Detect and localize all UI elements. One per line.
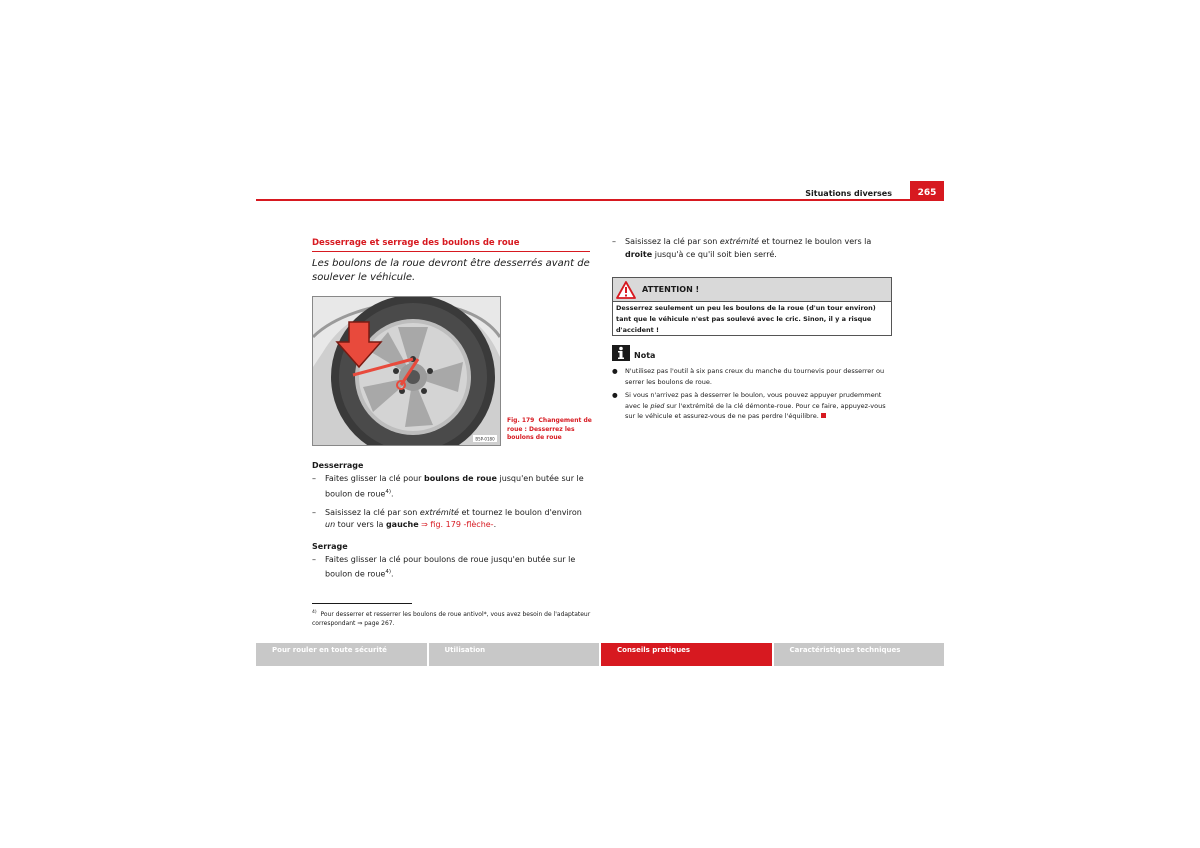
section-intro: Les boulons de la roue devront être desserrés avant de soulever le véhicule. <box>312 258 590 283</box>
serrage-step-2: – Saisissez la clé par son extrémité et tournez le boulon vers la droite jusqu'à ce qu'il soit bien serré. <box>612 237 872 259</box>
tab-conseils-pratiques[interactable]: Conseils pratiques <box>601 643 772 666</box>
tab-utilisation[interactable]: Utilisation <box>429 643 600 666</box>
warning-title: ATTENTION ! <box>642 285 700 294</box>
wheel-illustration <box>313 297 500 445</box>
note-title: Nota <box>634 351 656 360</box>
header-rule <box>256 199 944 201</box>
desserrage-step-1: – Faites glisser la clé pour boulons de roue jusqu'en butée sur le boulon de roue$^{4)}$. <box>312 474 584 499</box>
warning-header <box>613 278 891 302</box>
note-body <box>612 366 892 425</box>
running-header-title: Situations diverses <box>805 189 892 198</box>
desserrage-block <box>312 461 592 581</box>
note-bullet-1: ● N'utilisez pas l'outil à six pans creux du manche du tournevis pour desserrer ou serrer les boulons de roue. <box>612 367 885 386</box>
figure-caption <box>507 417 592 443</box>
info-icon <box>612 345 630 361</box>
tab-pour-rouler[interactable]: Pour rouler en toute sécurité <box>256 643 427 666</box>
figure-caption-text: Changement de roue : Desserrez les boulons de roue <box>507 417 592 441</box>
serrage-heading: Serrage <box>312 541 348 551</box>
warning-box <box>612 277 892 336</box>
serrage-step-1: – Faites glisser la clé pour boulons de roue jusqu'en butée sur le boulon de roue$^{4)}$. <box>312 554 576 579</box>
page-number: 265 <box>910 181 944 201</box>
note-header <box>612 345 655 361</box>
figure-reference-link[interactable]: ⇒ fig. 179 -flèche- <box>418 520 494 530</box>
chapter-tabs <box>256 643 944 666</box>
desserrage-heading: Desserrage <box>312 461 364 470</box>
figure-code: B5P-0180 <box>475 436 495 442</box>
note-bullet-2: ● Si vous n'arrivez pas à desserrer le boulon, vous pouvez appuyer prudemment avec le pied sur l'extrémité de la clé démonte-roue. Pour ce faire, appuyez-vous sur le véhicule et assurez-vous de ne pas perdre l'équilibre. <box>612 391 886 420</box>
warning-text: Desserrez seulement un peu les boulons de la roue (d'un tour environ) tant que le véhicule n'est pas soulevé avec le cric. Sinon, il y a risque d'accident ! <box>616 304 876 334</box>
footnote: $^{4)}$ Pour desserrer et resserrer les boulons de roue antivol*, vous avez besoin de l'adaptateur correspondant ⇒ page 267. <box>312 610 591 627</box>
section-title: Desserrage et serrage des boulons de roue <box>312 238 590 252</box>
figure-caption-number: Fig. 179 <box>507 417 535 424</box>
footnote-rule <box>312 603 412 604</box>
wheel-figure <box>312 296 501 446</box>
tab-caracteristiques[interactable]: Caractéristiques techniques <box>774 643 945 666</box>
end-of-section-marker <box>821 413 826 418</box>
desserrage-step-2: – Saisissez la clé par son extrémité et tournez le boulon d'environ un tour vers la gauche ⇒ fig. 179 -flèche-. <box>312 507 582 530</box>
warning-triangle-icon <box>616 281 636 299</box>
